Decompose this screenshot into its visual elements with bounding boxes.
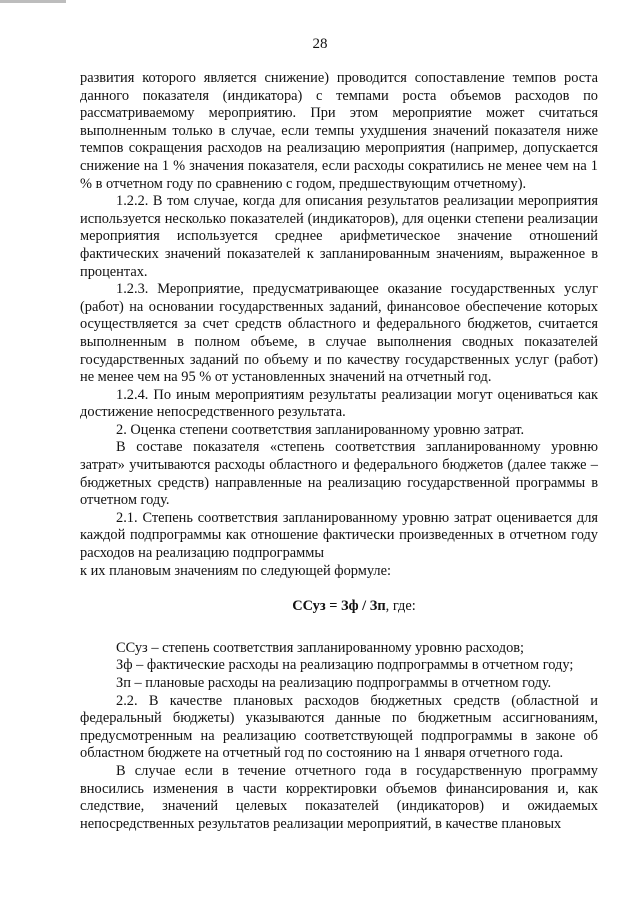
definition-zf: Зф – фактические расходы на реализацию подпрограммы в отчетном году; [116, 657, 574, 674]
definition-ssuz: ССуз – степень соответствия запланированному уровню расходов; [116, 639, 525, 656]
paragraph-1-2-2: 1.2.2. В том случае, когда для описания результатов реализации мероприятия используется несколько показателей (индикаторов), для оценки степени реализации мероприятия используется среднее арифметическое значение отношений фактических значений показателей к запланированным значениям, выраженное в процентах. [80, 193, 598, 280]
scan-corner-mark [0, 0, 66, 3]
paragraph-cost-indicator: В составе показателя «степень соответствия запланированному уровню затрат» учитываются расходы областного и федерального бюджетов (далее также – бюджетных средств) направленные на реализацию государственной программы в отчетном году. [80, 439, 598, 509]
document-body [80, 70, 598, 833]
paragraph-continuation: развития которого является снижение) проводится сопоставление темпов роста данного показателя (индикатора) с темпами роста объемов расходов по рассматриваемому мероприятию. При этом мероприятие может считаться выполненным только в случае, если темпы ухудшения значений показателя ниже темпов сокращения расходов на реализацию мероприятия (например, допускается снижение на 1 % значения показателя, если расходы сократились не менее чем на 1 % в отчетном году по сравнению с годом, предшествующим отчетному). [80, 70, 598, 192]
section-heading-2: 2. Оценка степени соответствия запланированному уровню затрат. [116, 421, 525, 438]
paragraph-program-changes: В случае если в течение отчетного года в государственную программу вносились изменения в части корректировки объемов финансирования и, как следствие, значений целевых показателей (индикаторов) и ожидаемых непосредственных результатов реализации мероприятий, в качестве плановых [80, 762, 598, 832]
page-number: 28 [312, 36, 328, 52]
formula-expression: ССуз = Зф / Зп [292, 598, 386, 615]
paragraph-2-2: 2.2. В качестве плановых расходов бюджетных средств (областной и федеральный бюджеты) указываются данные по бюджетным ассигнованиям, предусмотренным на реализацию соответствующей подпрограммы в законе об областном бюджете на отчетный год по состоянию на 1 января отчетного года. [80, 692, 598, 762]
formula-suffix: , где: [385, 598, 416, 615]
paragraph-2-1: 2.1. Степень соответствия запланированному уровню затрат оценивается для каждой подпрограммы как отношение фактически произведенных в отчетном году расходов на реализацию подпрограммы [80, 509, 598, 562]
paragraph-2-1-continuation: к их плановым значениям по следующей формуле: [80, 562, 391, 579]
paragraph-1-2-3: 1.2.3. Мероприятие, предусматривающее оказание государственных услуг (работ) на основании государственных заданий, финансовое обеспечение которых осуществляется за счет средств областного и федерального бюджетов, считается выполненным в полном объеме, в случае выполнения сводных показателей государственных заданий по объему и по качеству государственных услуг (работ) не менее чем на 95 % от установленных значений на отчетный год. [80, 281, 598, 386]
formula [80, 598, 598, 616]
paragraph-1-2-4: 1.2.4. По иным мероприятиям результаты реализации могут оцениваться как достижение непосредственного результата. [80, 386, 598, 421]
definition-zp: Зп – плановые расходы на реализацию подпрограммы в отчетном году. [116, 675, 552, 691]
